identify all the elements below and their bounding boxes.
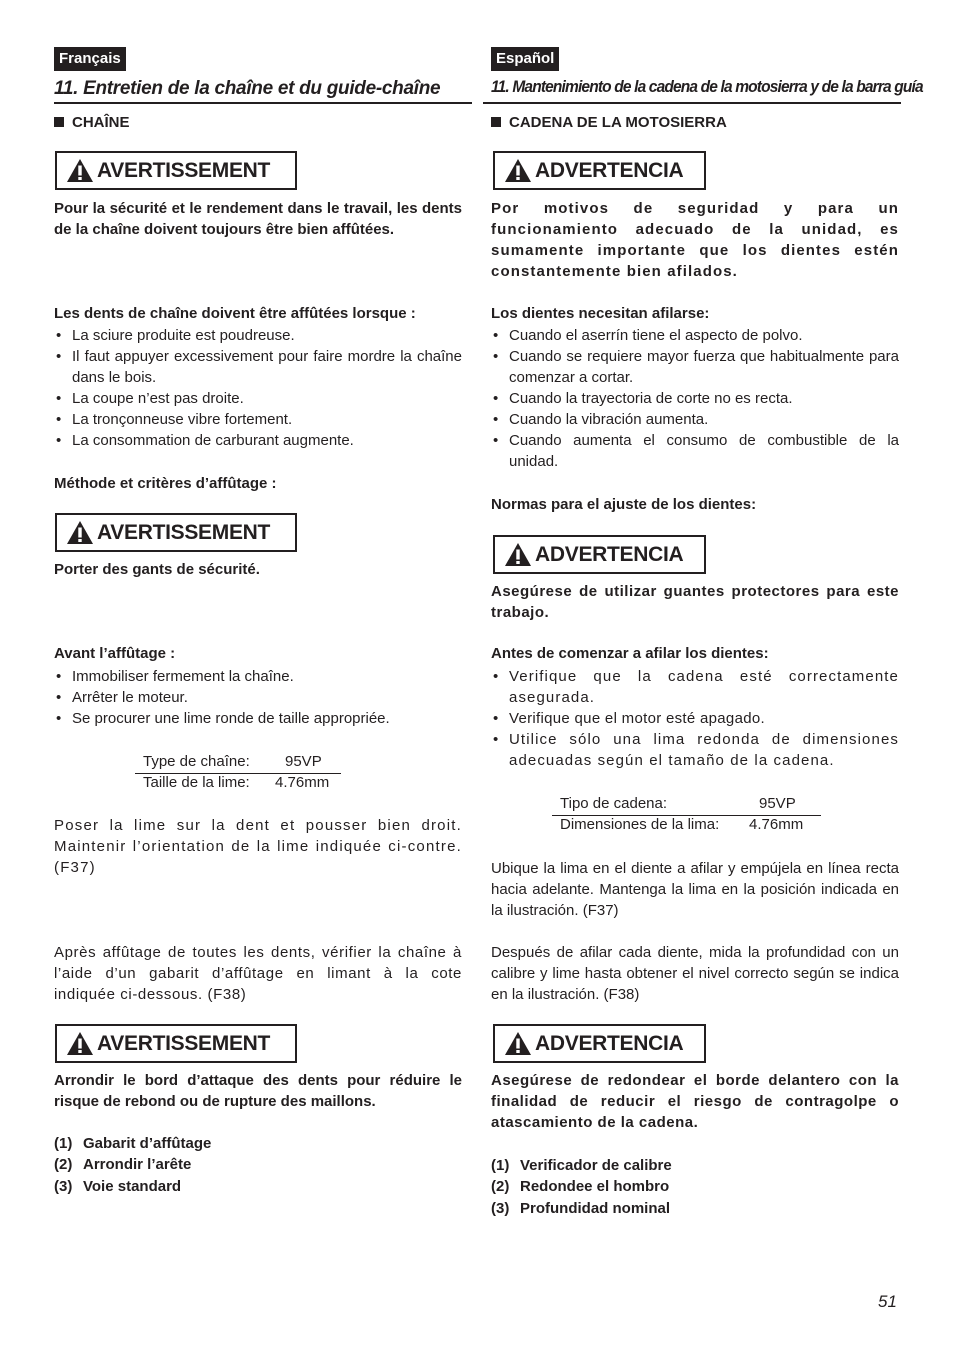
- list-item: • Utilice sólo una lima redonda de dimensiones adecuadas según el tamaño de la cadena.: [491, 729, 899, 771]
- warning-text: Por motivos de seguridad y para un funcionamiento adecuado de la unidad, es sumamente importante que los dientes estén constantemente bien afilados.: [491, 200, 899, 280]
- sharpen-when-label: Los dientes necesitan afilarse:: [491, 305, 710, 322]
- after-instructions: Après affûtage de toutes les dents, vérifier la chaîne à l’aide d’un gabarit d’affûtage en limant à la cote indiquée ci-dessous. (F38): [54, 944, 462, 1003]
- legend-item: (3) Profundidad nominal: [491, 1199, 670, 1217]
- list-item: • Cuando la vibración aumenta.: [491, 409, 899, 430]
- spec-key: Type de chaîne:: [143, 753, 250, 770]
- warning-box: [493, 151, 706, 190]
- legend-item: (3) Voie standard: [54, 1177, 182, 1195]
- language-tag: Français: [54, 47, 126, 71]
- spec-key: Dimensiones de la lima:: [560, 816, 720, 833]
- warning-triangle-icon: [504, 1031, 532, 1056]
- warning-label: ADVERTENCIA: [535, 158, 684, 182]
- sharpen-when-label: Les dents de chaîne doivent être affûtées lorsque :: [54, 305, 416, 322]
- before-label: Avant l’affûtage :: [54, 645, 176, 662]
- list-item: • Cuando la trayectoria de corte no es recta.: [491, 388, 899, 409]
- square-bullet-icon: [491, 117, 501, 127]
- spec-row: [552, 814, 821, 835]
- spec-row: [552, 793, 821, 814]
- title-rule: [483, 102, 901, 104]
- method-label: Méthode et critères d’affûtage :: [54, 475, 277, 492]
- subhead-label: CHAÎNE: [72, 114, 130, 131]
- legend-item: (2) Arrondir l’arête: [54, 1156, 192, 1174]
- spec-value: 95VP: [759, 795, 796, 812]
- square-bullet-icon: [54, 117, 64, 127]
- list-item: • Il faut appuyer excessivement pour faire mordre la chaîne dans le bois.: [54, 346, 462, 388]
- legend-item: (1) Verificador de calibre: [491, 1157, 672, 1174]
- warning-text: Asegúrese de redondear el borde delantero con la finalidad de reducir el riesgo de contragolpe o atascamiento de la cadena.: [491, 1072, 899, 1131]
- figure-legend: [491, 1155, 672, 1219]
- list-item: • Verifique que la cadena esté correctamente asegurada.: [491, 666, 899, 708]
- before-list: [54, 666, 462, 729]
- legend-item: (1) Gabarit d’affûtage: [54, 1135, 212, 1152]
- list-item: • La consommation de carburant augmente.: [54, 430, 462, 451]
- file-instructions: Poser la lime sur la dent et pousser bien droit. Maintenir l’orientation de la lime indiquée ci-contre. (F37): [54, 817, 462, 876]
- warning-text: Asegúrese de utilizar guantes protectores para este trabajo.: [491, 583, 899, 621]
- section-title: 11. Mantenimiento de la cadena de la motosierra y de la barra guía: [491, 78, 923, 96]
- spec-key: Tipo de cadena:: [560, 795, 668, 812]
- figure-legend: [54, 1133, 211, 1197]
- before-label: Antes de comenzar a afilar los dientes:: [491, 645, 769, 662]
- warning-triangle-icon: [504, 542, 532, 567]
- subhead-label: CADENA DE LA MOTOSIERRA: [509, 114, 727, 131]
- warning-triangle-icon: [504, 158, 532, 183]
- language-tag: Español: [491, 47, 559, 71]
- list-item: • Immobiliser fermement la chaîne.: [54, 666, 462, 687]
- before-list: [491, 666, 899, 771]
- spec-row: [135, 772, 341, 793]
- warning-triangle-icon: [66, 158, 94, 183]
- list-item: • La sciure produite est poudreuse.: [54, 325, 462, 346]
- list-item: • Verifique que el motor esté apagado.: [491, 708, 899, 729]
- warning-box: [493, 535, 706, 574]
- warning-box: [55, 513, 297, 552]
- warning-label: ADVERTENCIA: [535, 1031, 684, 1055]
- warning-label: AVERTISSEMENT: [97, 1031, 271, 1055]
- legend-item: (2) Redondee el hombro: [491, 1178, 670, 1196]
- file-instructions: Ubique la lima en el diente a afilar y empújela en línea recta hacia adelante. Mantenga la lima en la posición indicada en la ilustración. (F37): [491, 860, 899, 919]
- after-instructions: Después de afilar cada diente, mida la profundidad con un calibre y lime hasta obtener el nivel correcto según se indica en la ilustración. (F38): [491, 944, 899, 1003]
- sharpen-when-list: [54, 325, 462, 451]
- title-rule: [54, 102, 472, 104]
- list-item: • Cuando se requiere mayor fuerza que habitualmente para comenzar a cortar.: [491, 346, 899, 388]
- warning-triangle-icon: [66, 1031, 94, 1056]
- list-item: • La coupe n’est pas droite.: [54, 388, 462, 409]
- list-item: • Se procurer une lime ronde de taille appropriée.: [54, 708, 462, 729]
- section-title: 11. Entretien de la chaîne et du guide-chaîne: [54, 78, 441, 99]
- sharpen-when-list: [491, 325, 899, 472]
- warning-triangle-icon: [66, 520, 94, 545]
- spec-value: 4.76mm: [275, 774, 330, 791]
- warning-text: Pour la sécurité et le rendement dans le travail, les dents de la chaîne doivent toujours être bien affûtées.: [54, 200, 462, 238]
- warning-box: [55, 1024, 297, 1063]
- warning-box: [55, 151, 297, 190]
- spec-table: [552, 793, 821, 835]
- subhead: [54, 114, 130, 131]
- list-item: • La tronçonneuse vibre fortement.: [54, 409, 462, 430]
- spec-table: [135, 751, 341, 793]
- spec-value: 95VP: [285, 753, 322, 770]
- warning-label: AVERTISSEMENT: [97, 158, 271, 182]
- list-item: • Cuando aumenta el consumo de combustible de la unidad.: [491, 430, 899, 472]
- subhead: [491, 114, 727, 131]
- warning-text: Porter des gants de sécurité.: [54, 561, 260, 578]
- list-item: • Arrêter le moteur.: [54, 687, 462, 708]
- page-number: 51: [878, 1292, 897, 1311]
- warning-text: Arrondir le bord d’attaque des dents pour réduire le risque de rebond ou de rupture des maillons.: [54, 1072, 462, 1110]
- warning-label: AVERTISSEMENT: [97, 520, 271, 544]
- spec-row: [135, 751, 341, 772]
- spec-key: Taille de la lime:: [143, 774, 250, 791]
- list-item: • Cuando el aserrín tiene el aspecto de polvo.: [491, 325, 899, 346]
- warning-label: ADVERTENCIA: [535, 542, 684, 566]
- warning-box: [493, 1024, 706, 1063]
- method-label: Normas para el ajuste de los dientes:: [491, 496, 757, 513]
- spec-value: 4.76mm: [749, 816, 804, 833]
